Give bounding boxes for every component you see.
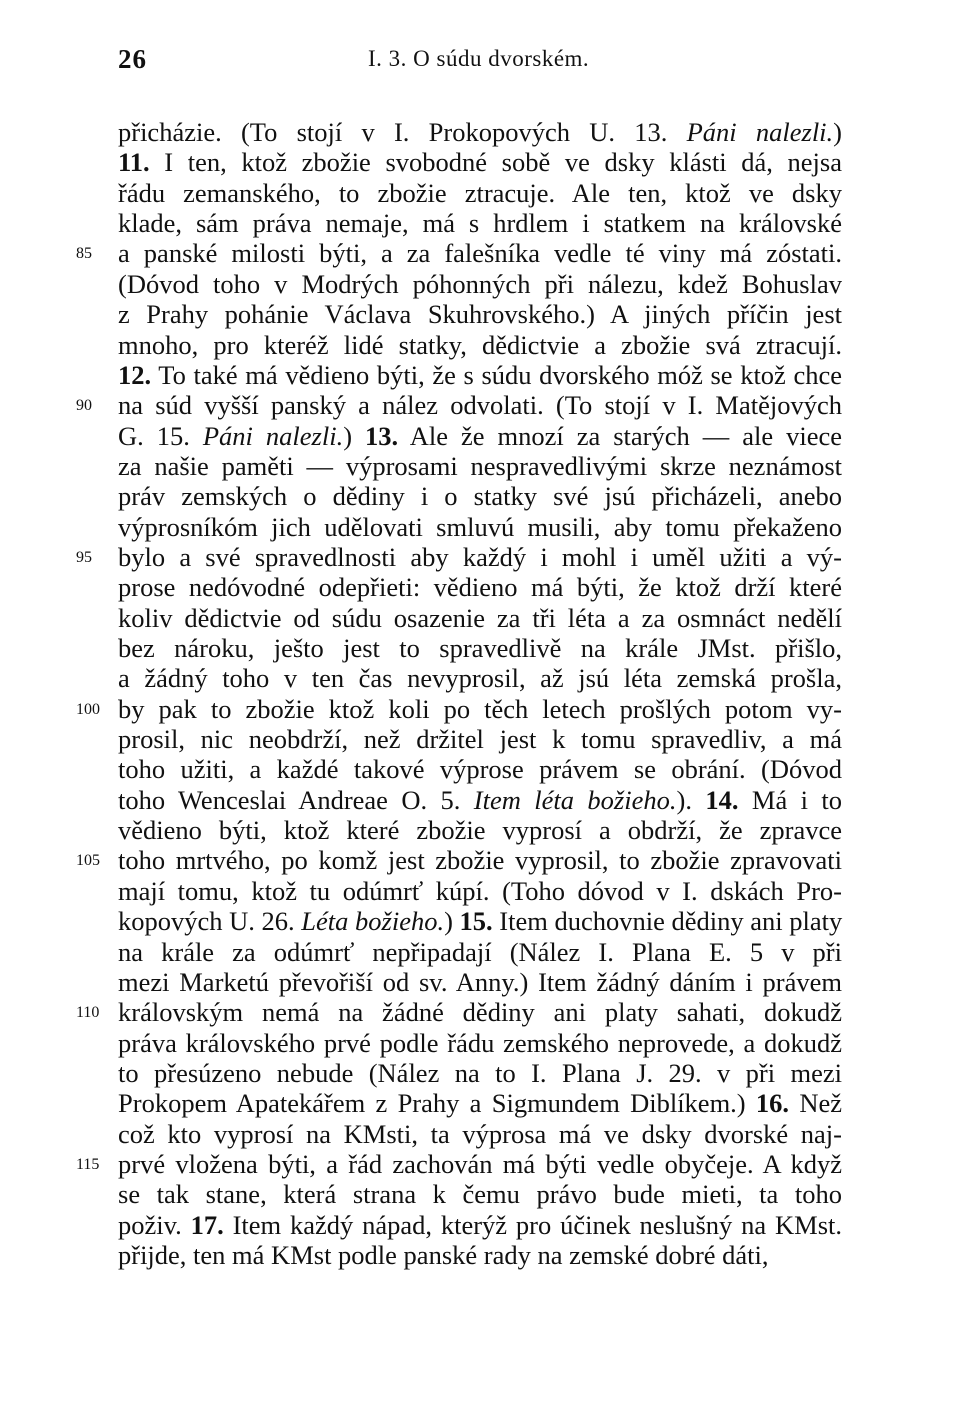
text-line [118,845,842,875]
text-line [118,754,842,784]
text-line [118,1179,842,1209]
section-number: 14. [705,784,739,815]
margin-line-number: 90 [76,397,92,415]
text-run: koliv dědictvie od súdu osazenie za tři léta a za osmnáct nedělí [118,602,842,633]
text-line [118,481,842,511]
text-run: to přesúzeno nebude (Nález na to I. Plana J. 29. v při mezi [118,1057,842,1088]
text-line [118,451,842,481]
text-run: mezi Marketú převořiší od sv. Anny.) Item žádný dáním i právem [118,966,842,997]
text-run: prvé vložena býti, a řád zachován má býti vedle obyčeje. A když [118,1148,842,1179]
section-number: 17. [190,1209,224,1240]
text-line [118,1058,842,1088]
text-run: poživ. [118,1209,191,1240]
text-run: bez nároku, ješto jest to spravedlivě na krále JMst. přišlo, [118,633,842,663]
text-run: výprosníkóm jich udělovati smluvú musili, aby tomu překaženo [118,511,842,542]
text-line [118,238,842,268]
running-head: I. 3. O súdu dvorském. [368,46,590,71]
text-run: Ale že mnozí za starých — ale viece [398,420,843,451]
text-line [118,1028,842,1058]
text-run: na krále za odúmrť nepřipadají (Nález I. Plana E. 5 v při [118,936,842,967]
margin-line-number: 100 [76,700,100,718]
text-line [118,785,842,815]
margin-line-number: 110 [76,1004,100,1022]
text-line [118,208,842,238]
text-run: Item každý nápad, kterýž pro účinek neslušný na KMst. [223,1209,842,1240]
text-run: a panské milosti býti, a za falešníka vedle té viny má zóstati. [118,238,842,269]
text-line [118,421,842,451]
text-line [118,1119,842,1149]
text-line [118,542,842,572]
text-run: toho mrtvého, po komž jest zbožie vyprosil, to zbožie zpravovati [118,845,842,876]
text-line [118,1149,842,1179]
text-run: toho Wenceslai Andreae O. 5. [118,784,474,815]
text-line [118,694,842,724]
text-line [118,906,842,936]
text-line [118,269,842,299]
text-line [118,633,842,663]
text-line [118,117,842,147]
text-run: vědieno býti, ktož které zbožie vyprosí a obdrží, že zpravce [118,815,842,846]
text-run: práv zemských o dědiny i o statky své jsú přicházeli, anebo [118,481,842,512]
text-line [118,1088,842,1118]
text-line [118,178,842,208]
text-line [118,360,842,390]
section-number: 12. [118,359,152,390]
text-line [118,997,842,1027]
text-run: Prokopem Apatekářem z Prahy a Sigmundem Diblíkem.) [118,1088,756,1119]
text-line [118,1240,842,1270]
text-run: mají tomu, ktož tu odúmrť kúpí. (Toho dóvod v I. dskách Pro- [118,875,842,906]
text-run: řádu zemanského, to zbožie ztracuje. Ale ten, ktož ve dsky [118,177,842,208]
text-run: ) [444,906,460,937]
text-run: ) [833,117,842,147]
margin-line-number: 105 [76,852,100,870]
text-run: ). [676,784,706,815]
text-run: by pak to zbožie ktož koli po těch letech prošlých potom vy- [118,693,842,724]
text-run: a žádný toho v ten čas nevyprosil, až jsú léta zemská prošla, [118,663,842,694]
text-run: na súd vyšší panský a nález odvolati. (To stojí v I. Matějových [118,390,842,421]
text-line [118,572,842,602]
text-line [118,937,842,967]
text-line [118,1210,842,1240]
text-line [118,330,842,360]
page-number: 26 [118,44,147,74]
text-line [118,815,842,845]
italic-phrase: Páni nalezli. [202,420,344,451]
margin-line-number: 115 [76,1155,100,1173]
text-run: za našie paměti — výprosami nespravedlivými skrze neznámost [118,450,842,481]
text-line [118,663,842,693]
text-run: přicházie. (To stojí v I. Prokopových U. 13. [118,117,687,147]
text-line [118,299,842,329]
section-number: 11. [118,147,150,178]
italic-phrase: Léta božieho. [301,906,445,937]
text-run: G. 15. [118,420,203,451]
text-run: Má i to [738,784,842,815]
text-run: Než [789,1088,842,1119]
text-run: přijde, ten má KMst podle panské rady na zemské dobré dáti, [118,1240,769,1270]
text-run: ) [343,420,366,451]
text-line [118,390,842,420]
text-run: prose nedóvodné odepřieti: vědieno má býti, že ktož drží které [118,572,842,603]
page-header [118,44,842,84]
text-line [118,147,842,177]
text-line [118,603,842,633]
section-number: 15. [459,906,493,937]
text-run: práva královského prvé podle řádu zemského neprovede, a dokudž [118,1027,842,1058]
text-run: I ten, ktož zbožie svobodné sobě ve dsky klásti dá, nejsa [149,147,842,178]
italic-phrase: Páni nalezli. [686,117,834,147]
text-run: královským nemá na žádné dědiny ani platy sahati, dokudž [118,997,842,1028]
text-run: což kto vyprosí na KMsti, ta výprosa má ve dsky dvorské naj- [118,1118,842,1149]
section-number: 13. [365,420,399,451]
margin-line-number: 85 [76,245,92,263]
section-number: 16. [755,1088,790,1119]
text-line [118,512,842,542]
text-run: mnoho, pro kteréž lidé statky, dědictvie a zbožie svá ztracují. [118,329,842,360]
text-run: Item duchovnie dědiny ani platy [492,906,843,937]
text-run: z Prahy pohánie Václava Skuhrovského.) A jiných příčin jest [118,299,842,330]
text-run: klade, sám práva nemaje, má s hrdlem i statkem na královské [118,208,842,239]
text-run: se tak stane, která strana k čemu právo bude mieti, ta toho [118,1179,842,1210]
text-line [118,724,842,754]
text-run: To také má vědieno býti, že s súdu dvorského móž se ktož chce [151,359,842,390]
text-run: kopových U. 26. [118,906,302,937]
text-run: bylo a své spravedlnosti aby každý i mohl i uměl užiti a vý- [118,541,842,572]
italic-phrase: Item léta božieho. [473,784,677,815]
margin-line-number: 95 [76,548,92,566]
text-run: toho užiti, a každé takové výprose právem se obrání. (Dóvod [118,754,842,785]
text-run: prosil, nic neobdrží, než držitel jest k tomu spravedliv, a má [118,724,842,754]
text-line [118,876,842,906]
text-line [118,967,842,997]
text-run: (Dóvod toho v Modrých póhonných při nálezu, kdež Bohuslav [118,268,842,299]
